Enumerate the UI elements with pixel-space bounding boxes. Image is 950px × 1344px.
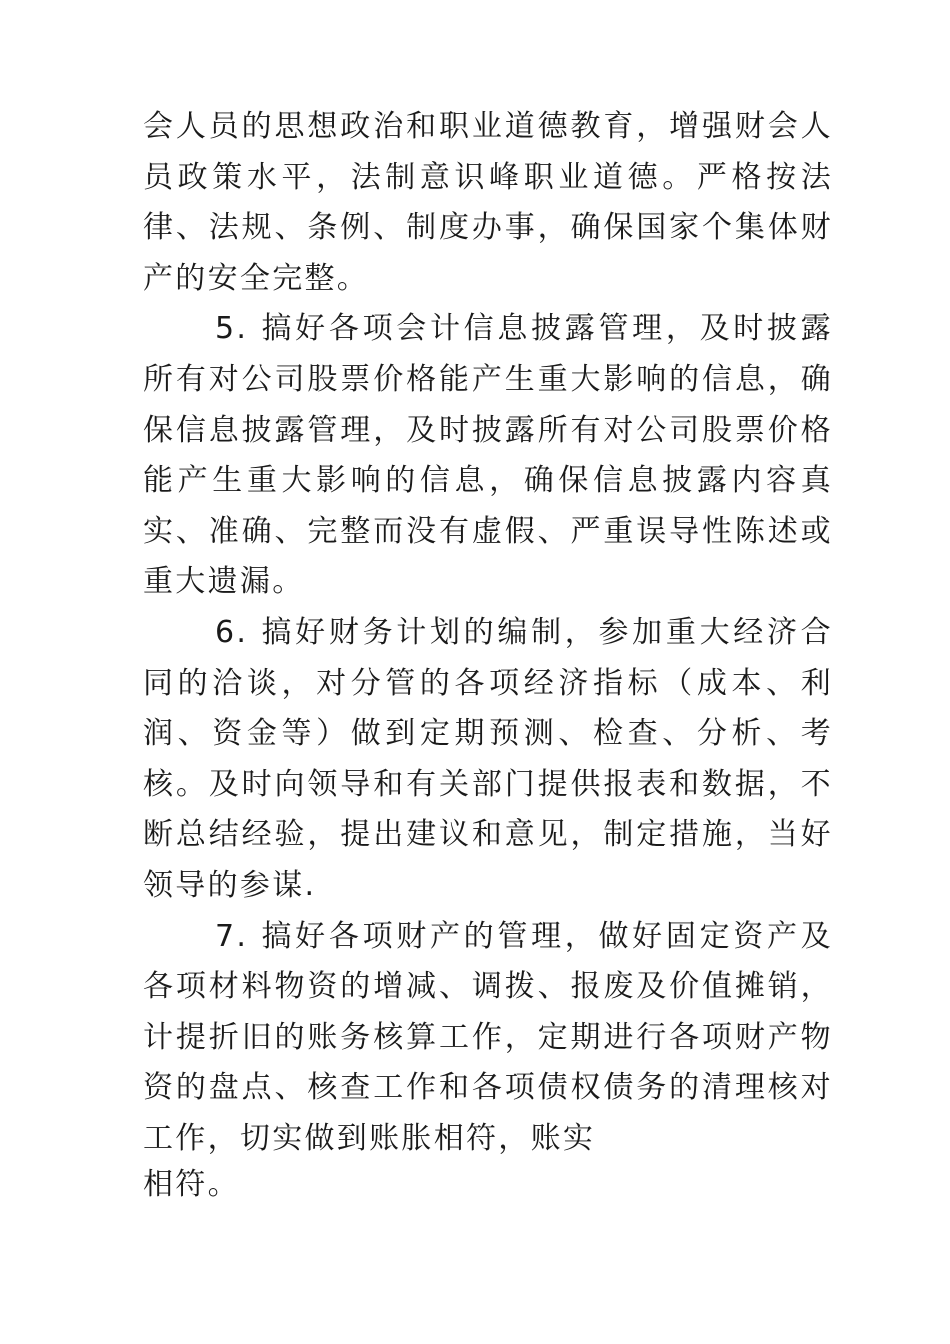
paragraph-item-6: 6. 搞好财务计划的编制，参加重大经济合同的洽谈，对分管的各项经济指标（成本、利润、资金等）做到定期预测、检查、分析、考核。及时向领导和有关部门提供报表和数据，不断总结经验，提出建议和意见，制定措施，当好领导的参谋.	[143, 614, 833, 903]
paragraph-item-5: 5. 搞好各项会计信息披露管理，及时披露所有对公司股票价格能产生重大影响的信息，确保信息披露管理，及时披露所有对公司股票价格能产生重大影响的信息，确保信息披露内容真实、准确、完整而没有虚假、严重误导性陈述或重大遗漏。	[143, 311, 833, 600]
document-body	[143, 102, 833, 1164]
paragraph-1: 会人员的思想政治和职业道德教育，增强财会人员政策水平，法制意识峰职业道德。严格按法律、法规、条例、制度办事，确保国家个集体财产的安全完整。	[143, 109, 833, 296]
paragraph-tail-line: 相符。	[143, 1167, 240, 1202]
paragraph-item-7: 7. 搞好各项财产的管理，做好固定资产及各项材料物资的增减、调拨、报废及价值摊销，计提折旧的账务核算工作，定期进行各项财产物资的盘点、核查工作和各项债权债务的清理核对工作，切实做到账胀相符，账实	[143, 918, 833, 1156]
